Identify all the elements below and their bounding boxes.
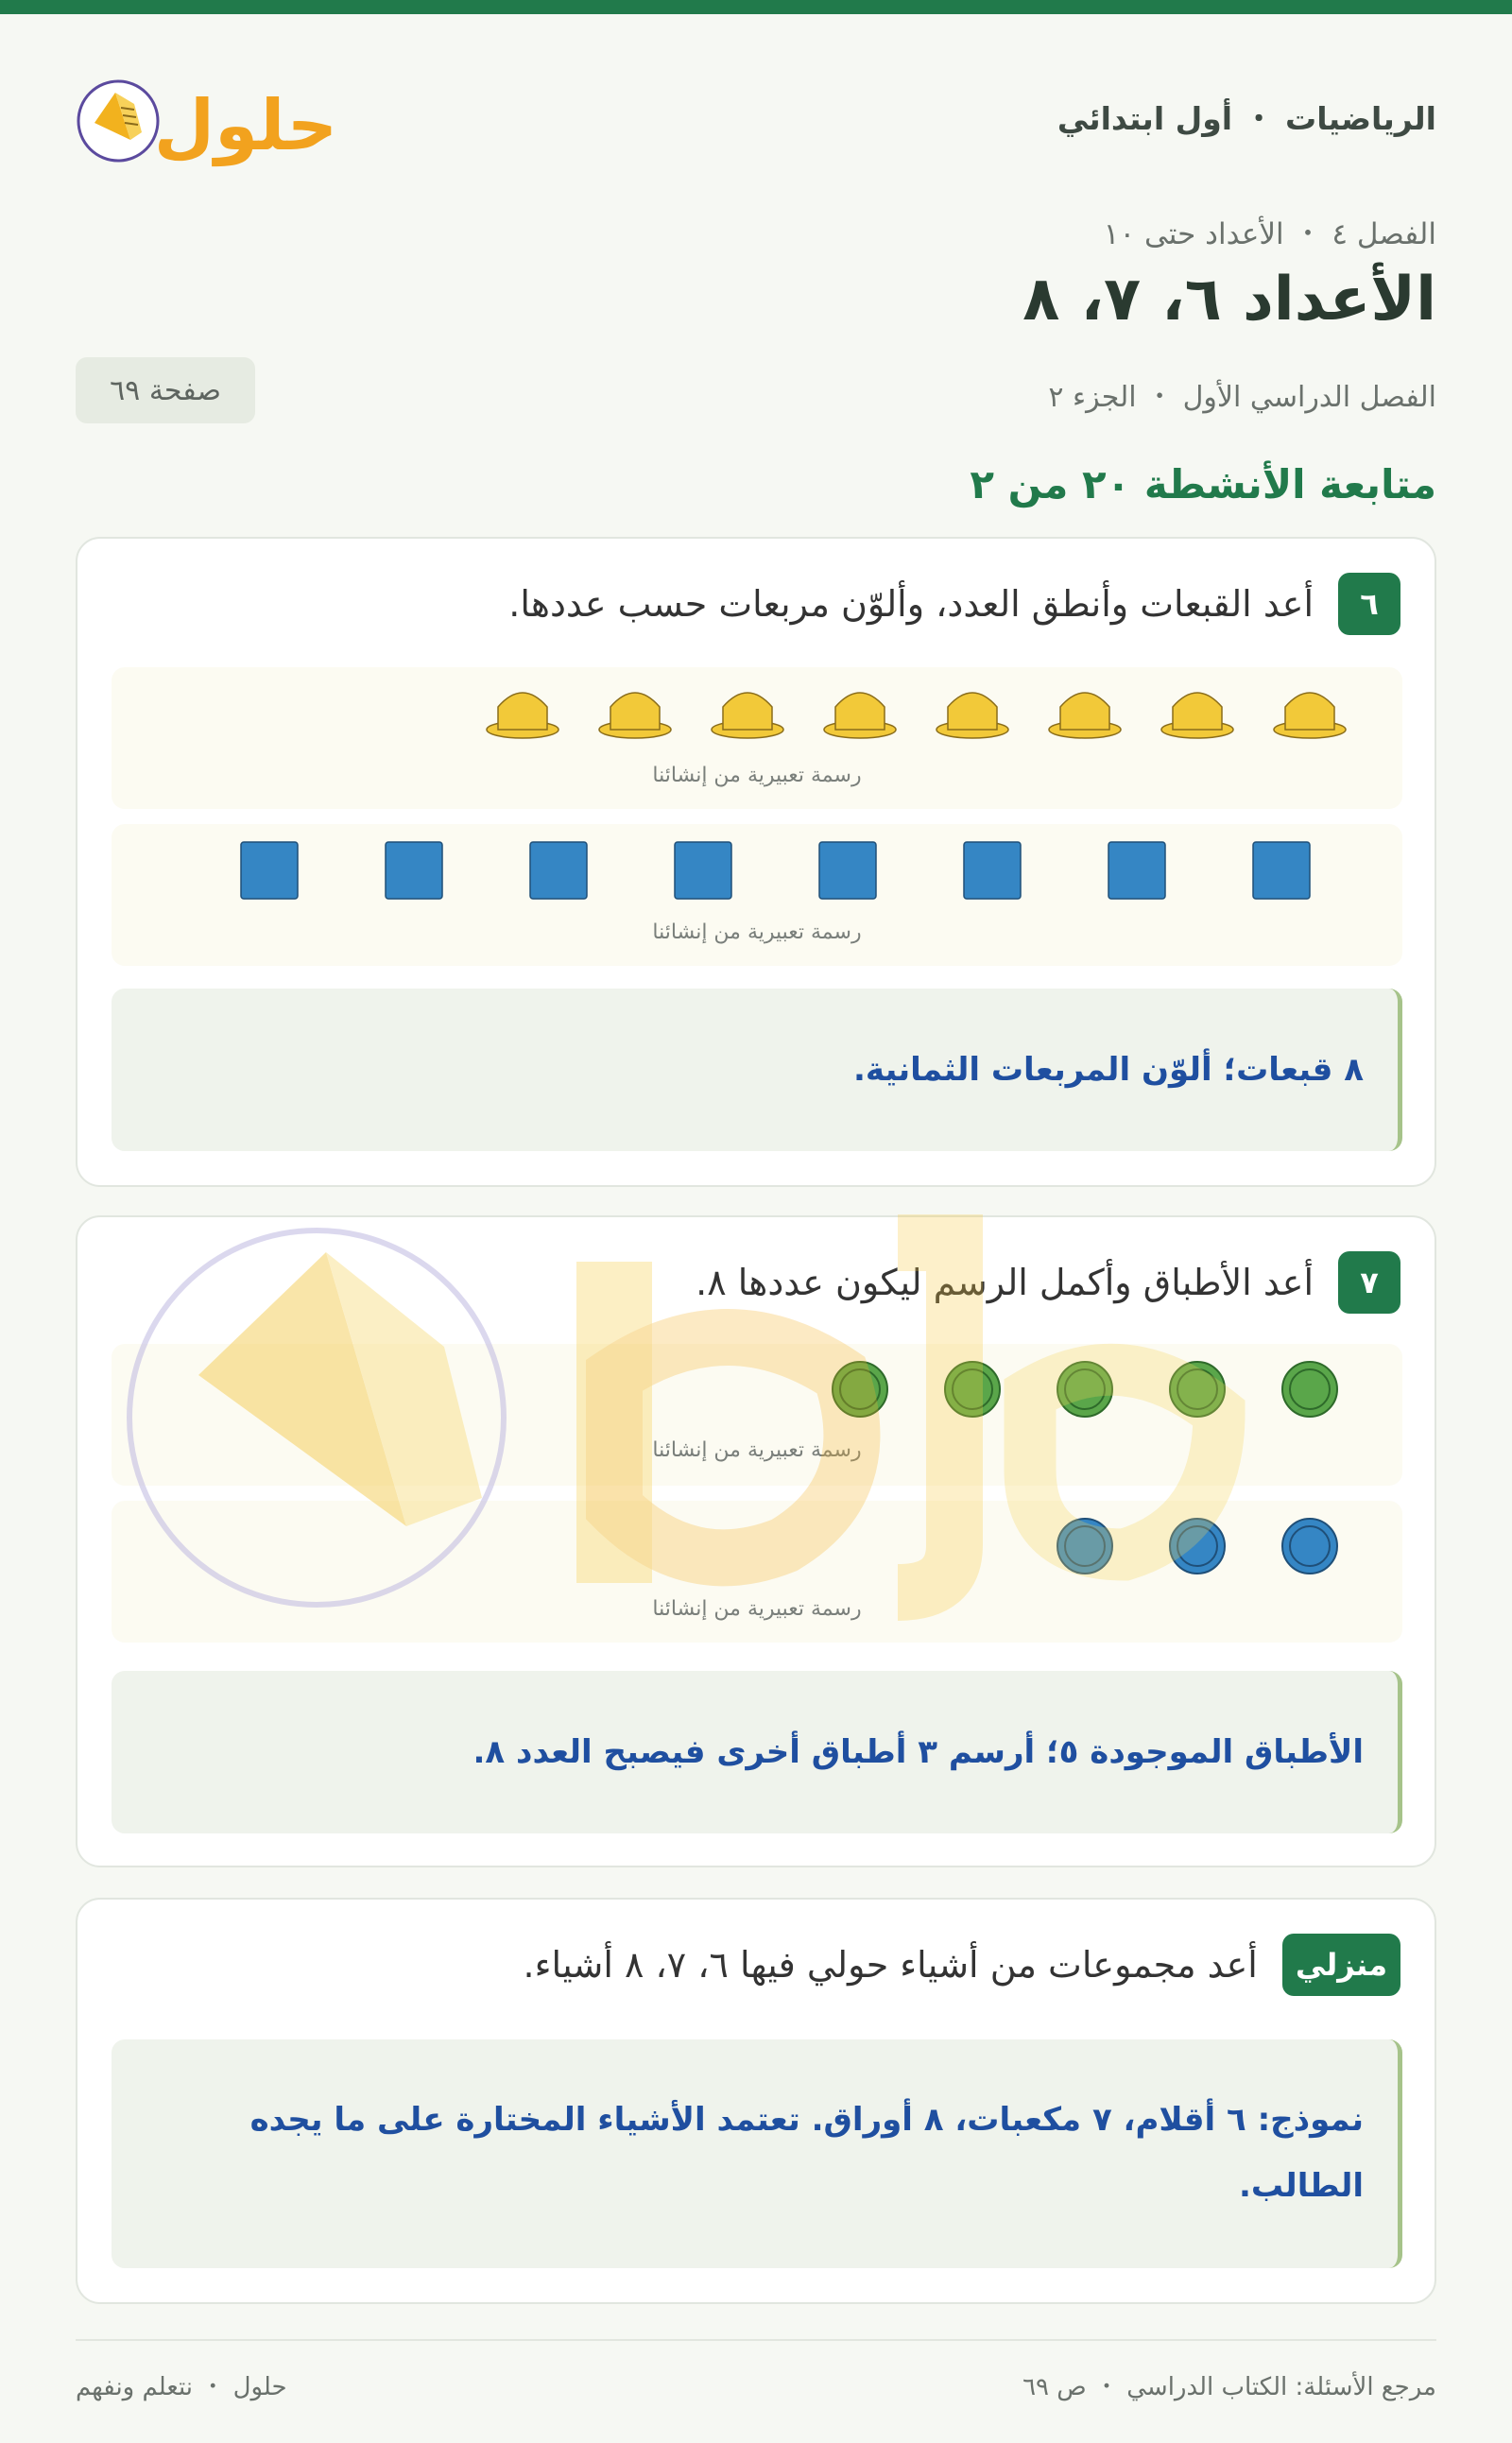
hat-icon — [936, 693, 1008, 738]
section-title: متابعة الأنشطة ٢٠ من ٢ — [970, 461, 1436, 508]
footer-divider — [76, 2339, 1436, 2341]
square-icon — [819, 842, 876, 899]
question-card-7 — [76, 1215, 1436, 1867]
hats-illustration — [112, 667, 1402, 809]
squares-illustration — [112, 824, 1402, 966]
answer-box — [112, 989, 1402, 1151]
answer-text: نموذج: ٦ أقلام، ٧ مكعبات، ٨ أوراق. تعتمد الأشياء المختارة على ما يجده الطالب. — [249, 2101, 1364, 2205]
homework-badge: منزلي — [1282, 1934, 1400, 1996]
footer-reference: مرجع الأسئلة: الكتاب الدراسي ・ ص ٦٩ — [1022, 2373, 1436, 2401]
illustration-caption: رسمة تعبيرية من إنشائنا — [652, 920, 862, 944]
blue-plates-drawing — [112, 1501, 1402, 1595]
question-text: أعد الأطباق وأكمل الرسم ليكون عددها ٨. — [696, 1262, 1314, 1303]
plate-icon — [1170, 1519, 1225, 1574]
illustration-caption: رسمة تعبيرية من إنشائنا — [652, 1597, 862, 1621]
question-header — [524, 1934, 1400, 1996]
hat-icon — [1049, 693, 1121, 738]
svg-text:حلول: حلول — [153, 85, 338, 166]
top-accent-bar — [0, 0, 1512, 14]
hat-icon — [712, 693, 783, 738]
square-icon — [1253, 842, 1310, 899]
answer-box — [112, 2039, 1402, 2268]
square-icon — [675, 842, 731, 899]
page-title: الأعداد ٦، ٧، ٨ — [1022, 265, 1436, 335]
green-plates-drawing — [112, 1344, 1402, 1438]
hats-drawing — [112, 667, 1402, 762]
question-header — [696, 1251, 1400, 1314]
header — [76, 66, 1436, 170]
hat-icon — [824, 693, 896, 738]
green-plates-illustration — [112, 1344, 1402, 1486]
plate-icon — [1057, 1362, 1112, 1417]
chapter-label: الفصل ٤ ・ الأعداد حتى ١٠ — [1103, 217, 1436, 251]
plate-icon — [1282, 1362, 1337, 1417]
square-icon — [1108, 842, 1165, 899]
answer-text: ٨ قبعات؛ ألوّن المربعات الثمانية. — [852, 1051, 1364, 1089]
plate-icon — [1170, 1362, 1225, 1417]
illustration-caption: رسمة تعبيرية من إنشائنا — [652, 1438, 862, 1462]
answer-box — [112, 1671, 1402, 1833]
homework-card — [76, 1898, 1436, 2304]
page-number-badge: صفحة ٦٩ — [76, 357, 255, 423]
plate-icon — [1282, 1519, 1337, 1574]
square-icon — [964, 842, 1021, 899]
subject-label: الرياضيات ・ أول ابتدائي — [1057, 100, 1436, 137]
answer-text: الأطباق الموجودة ٥؛ أرسم ٣ أطباق أخرى فيصبح العدد ٨. — [472, 1733, 1364, 1771]
plate-icon — [833, 1362, 887, 1417]
square-icon — [530, 842, 587, 899]
question-text: أعد مجموعات من أشياء حولي فيها ٦، ٧، ٨ أشياء. — [523, 1944, 1258, 1986]
semester-label: الفصل الدراسي الأول ・ الجزء ٢ — [1048, 381, 1436, 414]
question-number-badge: ٧ — [1338, 1251, 1400, 1314]
square-icon — [241, 842, 298, 899]
blue-plates-illustration — [112, 1501, 1402, 1643]
question-text: أعد القبعات وأنطق العدد، وألوّن مربعات حسب عددها. — [508, 583, 1314, 625]
hat-icon — [1161, 693, 1233, 738]
hat-icon — [599, 693, 671, 738]
footer-brand: حلول ・ نتعلم ونفهم — [76, 2373, 287, 2401]
logo-icon — [76, 66, 340, 170]
plate-icon — [1057, 1519, 1112, 1574]
question-number-badge: ٦ — [1338, 573, 1400, 635]
squares-drawing — [112, 824, 1402, 919]
question-card-6 — [76, 537, 1436, 1187]
illustration-caption: رسمة تعبيرية من إنشائنا — [652, 764, 862, 787]
site-logo[interactable] — [76, 66, 340, 170]
square-icon — [386, 842, 442, 899]
question-header — [508, 573, 1400, 635]
hat-icon — [1274, 693, 1346, 738]
plate-icon — [945, 1362, 1000, 1417]
hat-icon — [487, 693, 558, 738]
